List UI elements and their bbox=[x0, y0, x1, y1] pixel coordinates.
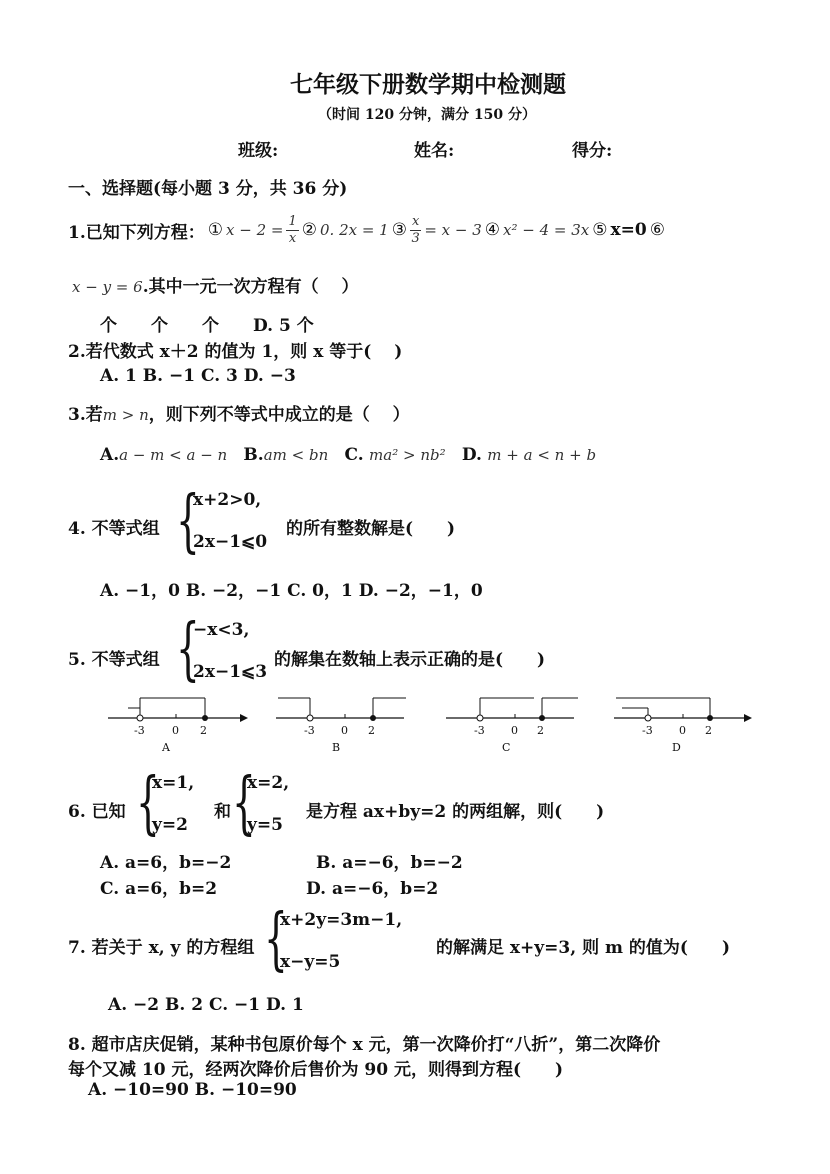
q6-suffix: 是方程 ax+by=2 的两组解，则( ) bbox=[306, 802, 605, 822]
tick-label: 0 bbox=[172, 724, 179, 737]
q4-brace: { bbox=[176, 482, 200, 561]
number-line-b bbox=[276, 698, 406, 754]
q1-frac1: $\frac{1}{x}$ bbox=[288, 213, 297, 246]
q6-s2a: x=2, bbox=[247, 773, 290, 793]
q1-circle-4: ④ bbox=[484, 220, 501, 240]
q6-prefix: 6. 已知 bbox=[68, 802, 126, 822]
q4-options: A. −1，0 B. −2，−1 C. 0，1 D. −2，−1，0 bbox=[100, 581, 483, 601]
tick-label: 0 bbox=[341, 724, 348, 737]
tick-label: 0 bbox=[679, 724, 686, 737]
number-line-a bbox=[108, 698, 248, 754]
q5-line2: 2x−1⩽3 bbox=[193, 662, 268, 682]
tick-label: 2 bbox=[200, 724, 207, 737]
q5-number-lines bbox=[0, 690, 830, 760]
page-subtitle: （时间 120 分钟，满分 150 分） bbox=[318, 107, 536, 123]
tick-label: -3 bbox=[642, 724, 653, 737]
q1-circle-6: ⑥ bbox=[649, 220, 665, 240]
q7-line2: x−y=5 bbox=[280, 952, 341, 972]
number-line-d bbox=[614, 698, 752, 754]
tick-label: 0 bbox=[511, 724, 518, 737]
number-line-c bbox=[446, 698, 578, 754]
q5-brace: { bbox=[176, 610, 200, 689]
q6-option-b: B. a=−6，b=−2 bbox=[316, 853, 463, 873]
q4-line2: 2x−1⩽0 bbox=[193, 532, 268, 552]
section-heading: 一、选择题(每小题 3 分，共 36 分) bbox=[68, 179, 348, 199]
q8-line2: 每个又减 10 元，经两次降价后售价为 90 元，则得到方程( ) bbox=[68, 1060, 564, 1080]
q4-suffix: 的所有整数解是( ) bbox=[286, 519, 456, 539]
q1-eq4: x² − 4 = 3x bbox=[503, 221, 590, 239]
question-1 bbox=[68, 210, 665, 250]
page-title: 七年级下册数学期中检测题 bbox=[290, 71, 566, 98]
q6-brace-1: { bbox=[136, 764, 160, 843]
question-2: 2.若代数式 x＋2 的值为 1，则 x 等于( ) bbox=[68, 342, 403, 362]
score-label: 得分: bbox=[572, 141, 613, 161]
q6-s2b: y=5 bbox=[247, 815, 283, 835]
q1-line2-expr: x − y = 6 bbox=[72, 278, 143, 296]
option-label: A bbox=[162, 741, 170, 754]
tick-label: -3 bbox=[304, 724, 315, 737]
q6-option-a: A. a=6，b=−2 bbox=[100, 853, 232, 873]
q1-eq1: x − 2 = bbox=[226, 221, 284, 239]
q5-suffix: 的解集在数轴上表示正确的是( ) bbox=[274, 650, 546, 670]
q1-prefix: 1.已知下列方程： bbox=[68, 222, 205, 243]
q1-circle-3: ③ bbox=[391, 220, 407, 240]
q4-line1: x+2>0, bbox=[193, 490, 262, 510]
q2-options: A. 1 B. −1 C. 3 D. −3 bbox=[100, 366, 296, 386]
name-label: 姓名: bbox=[414, 141, 455, 161]
option-label: C bbox=[502, 741, 511, 754]
tick-label: -3 bbox=[474, 724, 485, 737]
q6-brace-2: { bbox=[232, 764, 256, 843]
q1-eq3: = x − 3 bbox=[424, 221, 482, 239]
q1-line2-text: .其中一元一次方程有（ ） bbox=[142, 277, 359, 297]
q8-options: A. −10=90 B. −10=90 bbox=[88, 1080, 297, 1100]
option-label: D bbox=[672, 741, 681, 754]
q8-line1: 8. 超市店庆促销，某种书包原价每个 x 元，第一次降价打“八折”，第二次降价 bbox=[68, 1035, 661, 1055]
q7-brace: { bbox=[264, 900, 288, 979]
q6-and: 和 bbox=[214, 802, 231, 822]
q5-prefix: 5. 不等式组 bbox=[68, 650, 160, 670]
q1-eq2: 0. 2x = 1 bbox=[319, 221, 389, 239]
q7-options: A. −2 B. 2 C. −1 D. 1 bbox=[108, 995, 304, 1015]
q7-prefix: 7. 若关于 x, y 的方程组 bbox=[68, 938, 255, 958]
q7-line1: x+2y=3m−1, bbox=[280, 910, 403, 930]
q5-line1: −x<3, bbox=[193, 620, 250, 640]
q1-circle-1: ① bbox=[207, 220, 223, 240]
q6-s1b: y=2 bbox=[152, 815, 188, 835]
option-label: B bbox=[332, 741, 341, 754]
q1-frac3: $\frac{x}{3}$ bbox=[411, 213, 420, 246]
q1-options: 个 个 个 D. 5 个 bbox=[100, 316, 314, 336]
q3-expr: m > n bbox=[102, 406, 149, 424]
q1-circle-5: ⑤ bbox=[592, 220, 608, 240]
question-1-line2 bbox=[72, 272, 359, 297]
q6-option-c: C. a=6，b=2 bbox=[100, 879, 218, 899]
q1-eq5: x=0 bbox=[610, 220, 647, 240]
q3-options: A.a − m < a − n B.am < bn C. ma² > nb² D. m + a < n + b bbox=[100, 445, 597, 465]
q7-suffix: 的解满足 x+y=3, 则 m 的值为( ) bbox=[436, 938, 730, 958]
q6-s1a: x=1, bbox=[152, 773, 195, 793]
tick-label: 2 bbox=[537, 724, 544, 737]
q1-circle-2: ② bbox=[301, 220, 317, 240]
q4-prefix: 4. 不等式组 bbox=[68, 519, 160, 539]
tick-label: 2 bbox=[705, 724, 712, 737]
tick-label: 2 bbox=[368, 724, 375, 737]
class-label: 班级: bbox=[238, 141, 279, 161]
question-3: 3.若m > n，则下列不等式中成立的是（ ） bbox=[68, 405, 410, 425]
watermark bbox=[269, 381, 372, 484]
tick-label: -3 bbox=[134, 724, 145, 737]
q6-option-d: D. a=−6，b=2 bbox=[306, 879, 439, 899]
